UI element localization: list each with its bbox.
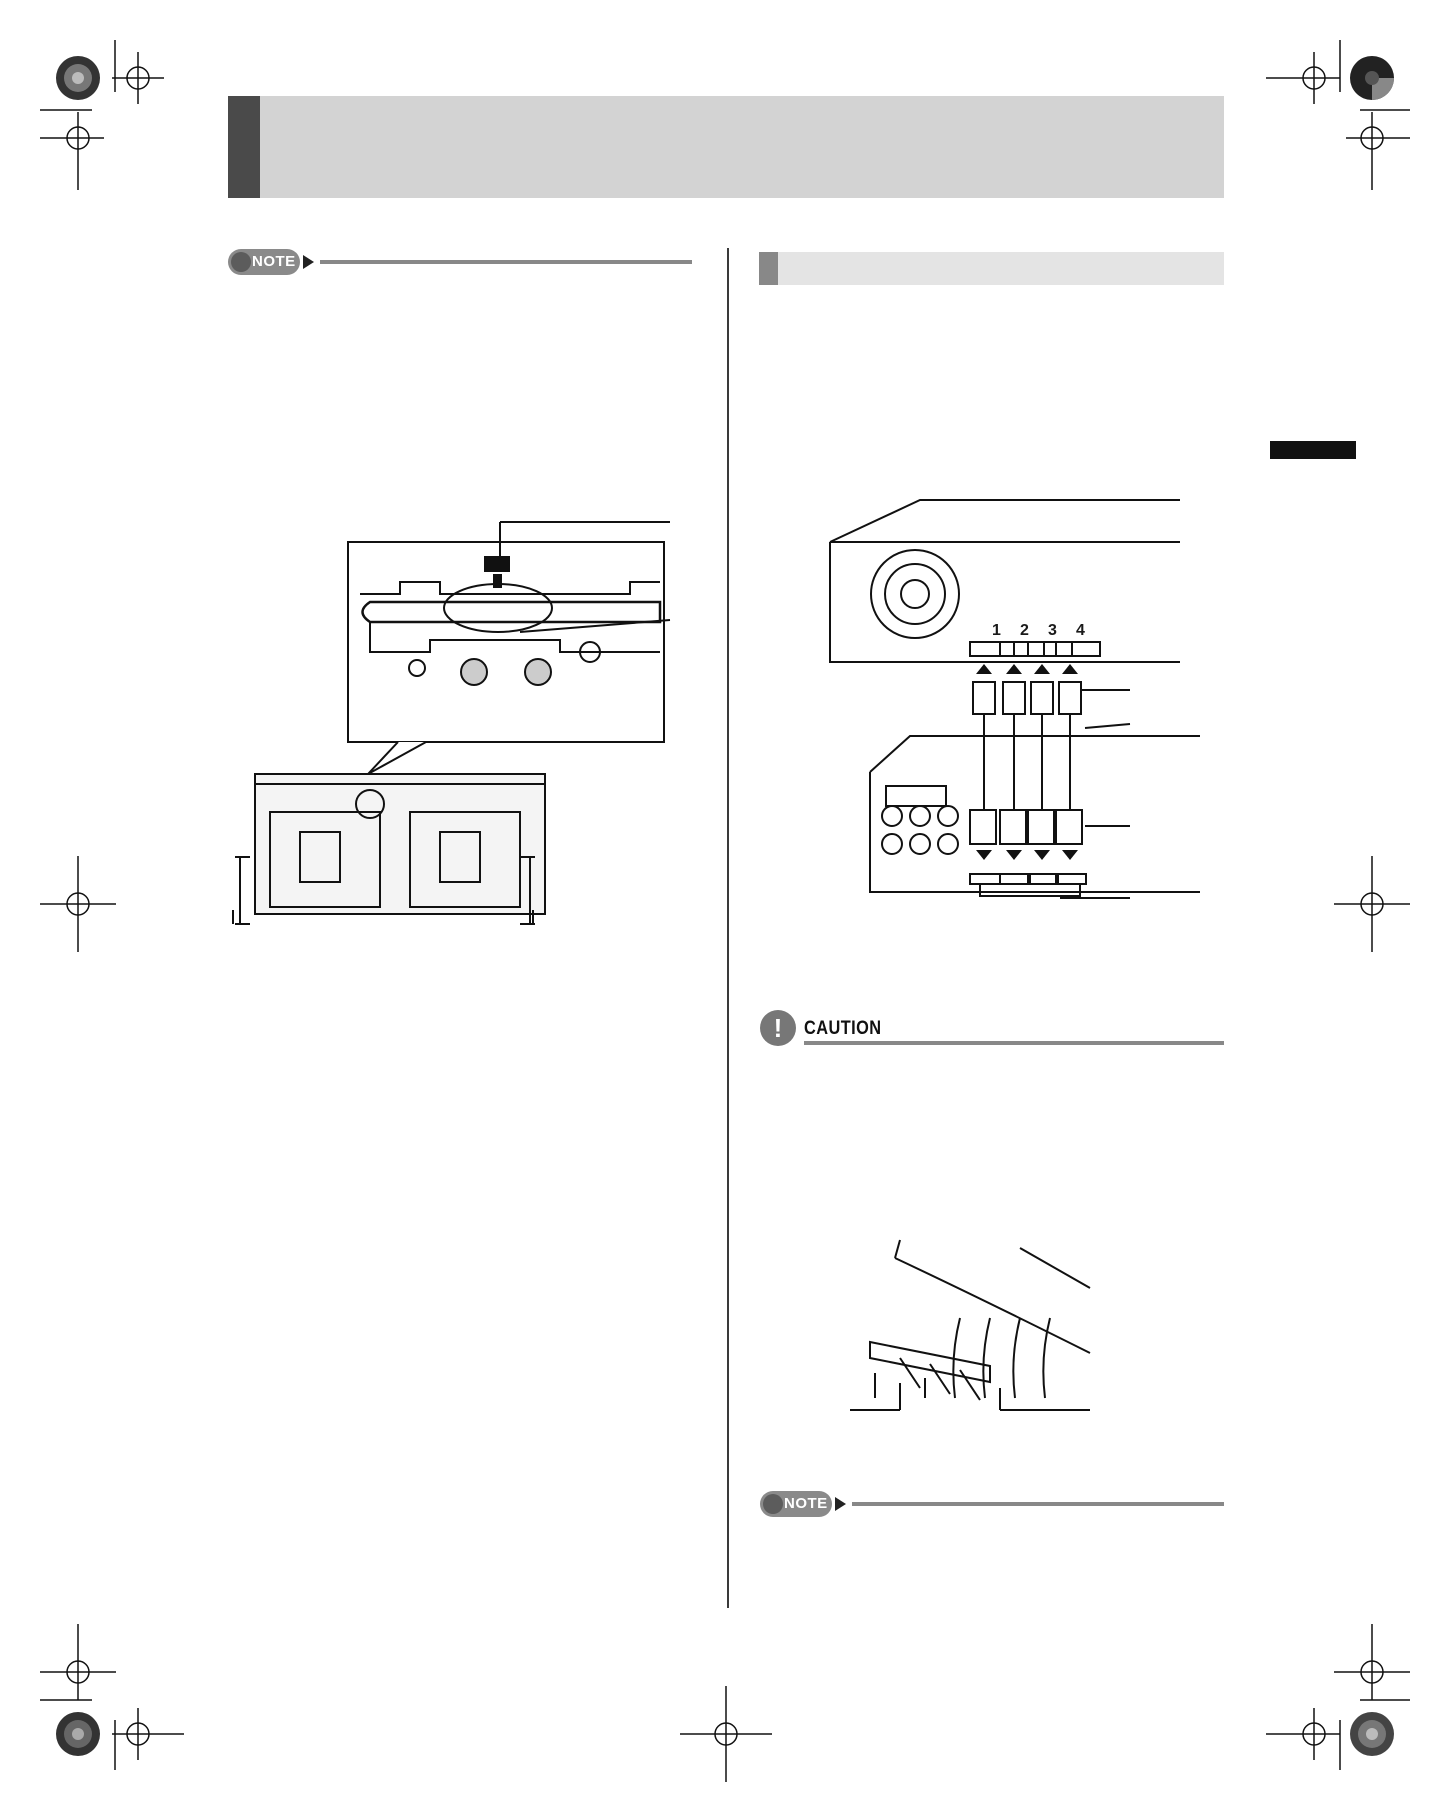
note-label: NOTE <box>252 253 296 270</box>
port-number-1: 1 <box>992 622 1001 639</box>
page-header-band <box>230 96 1224 198</box>
rear-panel-diagram <box>820 492 1200 932</box>
port-number-3: 3 <box>1048 622 1057 639</box>
note-rule-right <box>852 1502 1224 1506</box>
section-heading-mark <box>759 252 778 285</box>
note-heading-right <box>760 1491 832 1517</box>
page-header-tab <box>228 96 260 198</box>
section-heading-bar <box>759 252 1224 285</box>
column-divider <box>727 248 729 1608</box>
chapter-side-tab <box>1270 441 1356 459</box>
hdd-bracket-diagram <box>230 512 690 912</box>
port-number-2: 2 <box>1020 622 1029 639</box>
exclamation-icon: ! <box>760 1010 796 1046</box>
registration-mark-icon <box>40 52 1410 1782</box>
caution-rule <box>804 1041 1224 1045</box>
note-label: NOTE <box>784 1495 828 1512</box>
note-heading-left <box>228 249 300 275</box>
cable-clamp-diagram <box>840 1238 1100 1438</box>
arrow-right-icon <box>835 1497 846 1511</box>
port-number-4: 4 <box>1076 622 1085 639</box>
note-rule-left <box>320 260 692 264</box>
caution-label: CAUTION <box>804 1018 882 1039</box>
arrow-right-icon <box>303 255 314 269</box>
